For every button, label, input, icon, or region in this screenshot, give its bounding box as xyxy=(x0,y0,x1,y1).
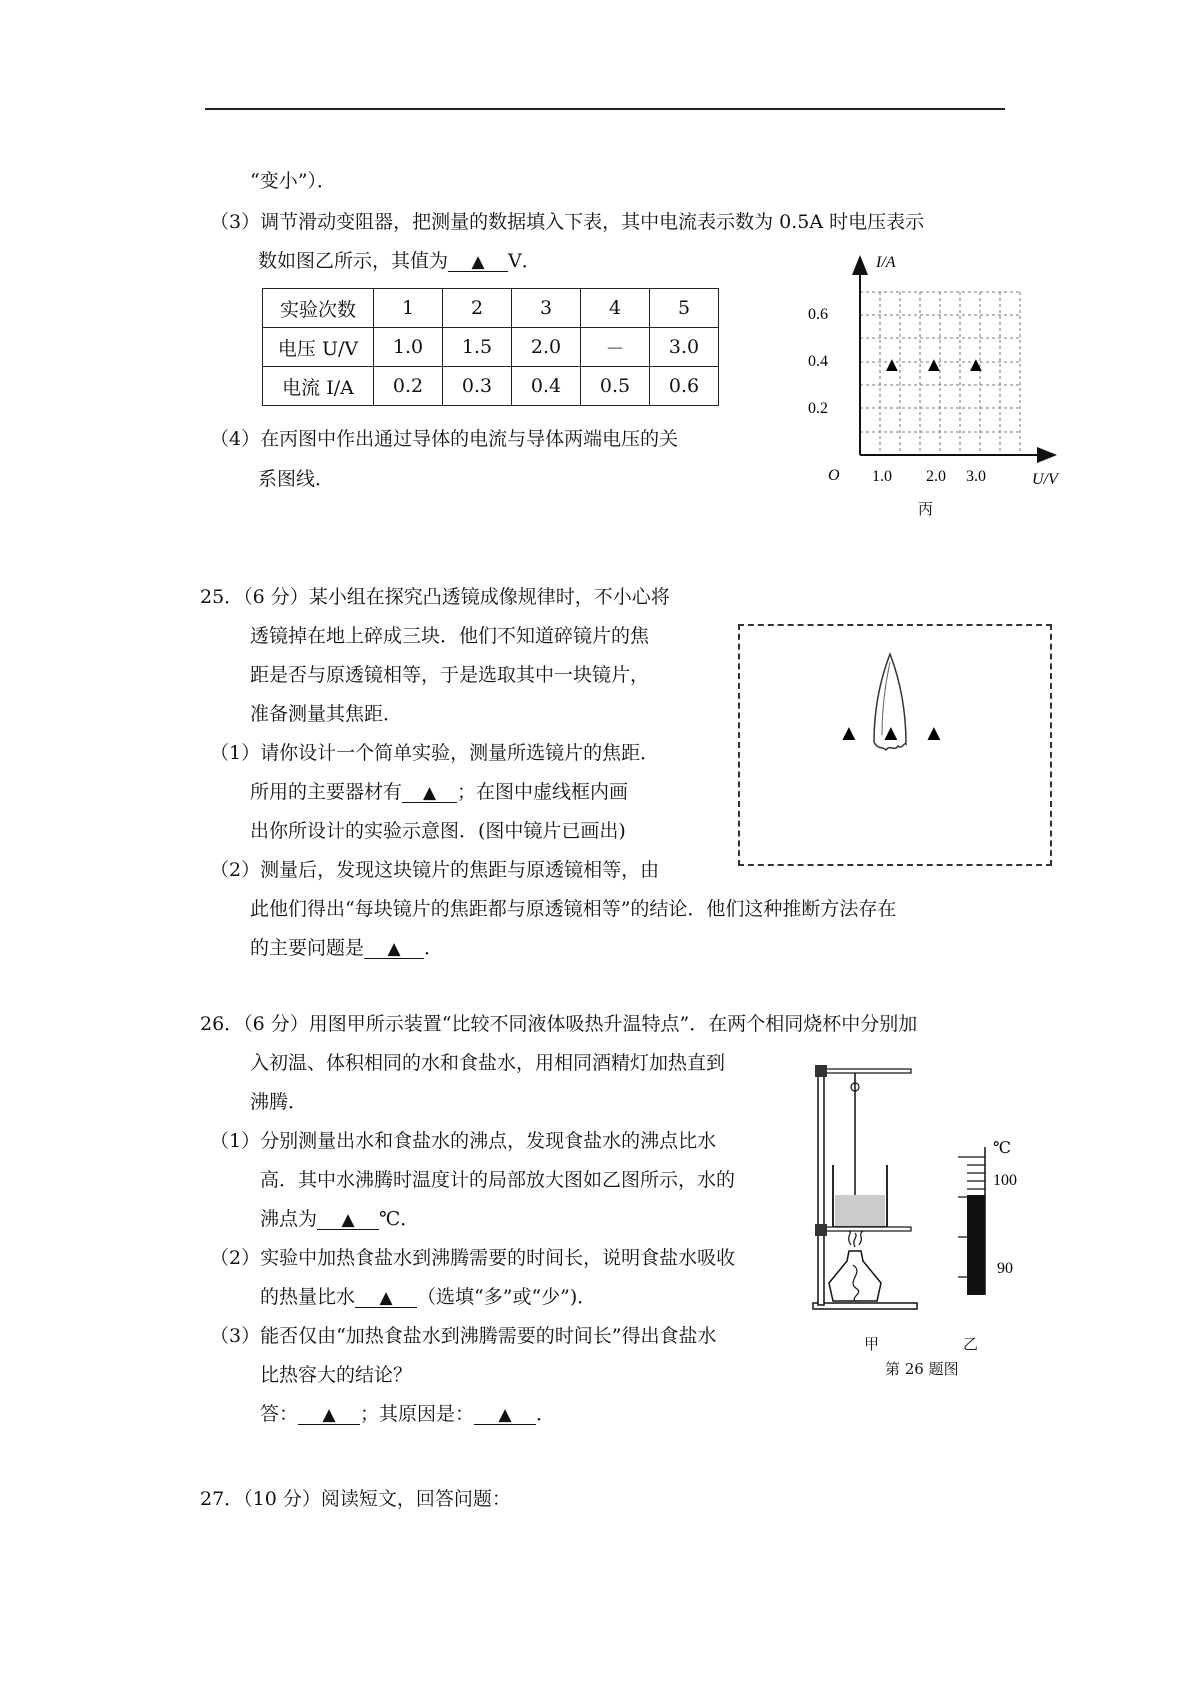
q26-part3-line2: 比热容大的结论？ xyxy=(260,1364,413,1386)
thermometer-closeup-yi xyxy=(955,1135,1045,1310)
x-tick-label: 2.0 xyxy=(926,468,946,485)
table-header-cell: 2 xyxy=(443,289,512,328)
q26-reason-label: ；其原因是： xyxy=(360,1403,475,1425)
y-tick-label: 0.6 xyxy=(808,306,828,323)
q25-part2-text: 的主要问题是 xyxy=(250,937,365,959)
table-cell: 2.0 xyxy=(512,328,581,367)
graph-triangle-icon: ▲ xyxy=(966,354,986,376)
table-cell: 0.4 xyxy=(512,367,581,406)
q26-part1-line3 xyxy=(260,1210,419,1230)
graph-caption: 丙 xyxy=(918,502,934,518)
q26-part2-line1: （2）实验中加热食盐水到沸腾需要的时间长，说明食盐水吸收 xyxy=(210,1247,736,1269)
flame-icon xyxy=(849,1231,863,1247)
table-cell: 0.6 xyxy=(650,367,719,406)
x-tick-label: 1.0 xyxy=(872,468,892,485)
table-header-cell: 5 xyxy=(650,289,719,328)
q26-part2-text-post: （选填“多”或“少”)． xyxy=(417,1286,597,1308)
blank-triangle-icon: ▲ xyxy=(387,939,401,959)
table-header-cell: 3 xyxy=(512,289,581,328)
origin-label: O xyxy=(828,467,840,484)
q24-part4-line2: 系图线． xyxy=(258,468,335,490)
thermo-label-90: 90 xyxy=(997,1260,1013,1277)
q26-part1-line1: （1）分别测量出水和食盐水的沸点，发现食盐水的沸点比水 xyxy=(210,1130,717,1152)
x-tick-label: 3.0 xyxy=(966,468,986,485)
blank-triangle-icon: ▲ xyxy=(341,1210,355,1230)
q25-part1-text: 所用的主要器材有 xyxy=(250,781,403,803)
drawing-triangle-icon: ▲ xyxy=(838,720,860,745)
q26-line1: 26．（6 分）用图甲所示装置“比较不同液体吸热升温特点”．在两个相同烧杯中分别加 xyxy=(200,1013,918,1035)
table-header-cell: 4 xyxy=(581,289,650,328)
q26-answer-label: 答： xyxy=(260,1403,299,1425)
table-cell: 0.3 xyxy=(443,367,512,406)
beaker-liquid xyxy=(835,1195,885,1226)
graph-triangle-icon: ▲ xyxy=(882,354,902,376)
table-row xyxy=(263,328,719,367)
q26-part1-text: 沸点为 xyxy=(260,1208,318,1230)
stand-base xyxy=(813,1303,917,1309)
q24-part3-text: 数如图乙所示，其值为 xyxy=(258,250,449,272)
apparatus-figure-jia xyxy=(805,1055,925,1315)
q24-part3-unit: V． xyxy=(508,250,541,272)
upper-clamp xyxy=(815,1065,827,1077)
q24-part3-line2 xyxy=(258,252,541,272)
q26-answer-end: ． xyxy=(536,1403,556,1425)
q26-part2-text: 的热量比水 xyxy=(260,1286,356,1308)
q25-part1-line2 xyxy=(250,783,628,803)
q25-part2-text-post: ． xyxy=(424,937,444,959)
table-header-cell: 实验次数 xyxy=(263,289,374,328)
x-axis-label: U/V xyxy=(1032,471,1058,488)
upper-clamp-arm xyxy=(821,1069,911,1073)
q24-part3-line1: （3）调节滑动变阻器，把测量的数据填入下表，其中电流表示数为 0.5A 时电压表示 xyxy=(210,211,925,233)
blank-triangle-icon: ▲ xyxy=(422,783,437,803)
q26-part1-unit: ℃． xyxy=(379,1208,420,1230)
q25-line1: 25．（6 分）某小组在探究凸透镜成像规律时，不小心将 xyxy=(200,586,670,608)
table-cell: 0.2 xyxy=(374,367,443,406)
fig-label-yi: 乙 xyxy=(963,1335,979,1353)
lower-clamp xyxy=(815,1224,827,1236)
table-header-row xyxy=(263,289,719,328)
q24-continuation: “变小”）． xyxy=(250,170,336,192)
q25-part1-line1: （1）请你设计一个简单实验，测量所选镜片的焦距． xyxy=(210,742,660,764)
table-cell: 3.0 xyxy=(650,328,719,367)
mercury-column xyxy=(967,1195,985,1295)
q26-part1-line2: 高．其中水沸腾时温度计的局部放大图如乙图所示，水的 xyxy=(260,1169,736,1191)
q26-reason-blank[interactable] xyxy=(474,1405,536,1425)
blank-triangle-icon: ▲ xyxy=(379,1288,393,1308)
graph-triangle-icon: ▲ xyxy=(924,354,944,376)
thermo-unit: ℃ xyxy=(993,1140,1011,1157)
q25-line2: 透镜掉在地上碎成三块．他们不知道碎镜片的焦 xyxy=(250,625,650,647)
thermo-label-100: 100 xyxy=(993,1172,1017,1189)
q26-part3-answer xyxy=(260,1405,555,1425)
blank-triangle-icon: ▲ xyxy=(498,1405,512,1425)
q24-voltage-blank[interactable] xyxy=(448,252,508,272)
q27-line1: 27．（10 分）阅读短文，回答问题： xyxy=(200,1488,511,1510)
header-rule xyxy=(205,108,1005,110)
q26-heat-blank[interactable] xyxy=(355,1288,417,1308)
y-axis-label: I/A xyxy=(876,254,896,271)
table-cell: 1.0 xyxy=(374,328,443,367)
y-tick-label: 0.2 xyxy=(808,400,828,417)
q25-part1-line3: 出你所设计的实验示意图．(图中镜片已画出) xyxy=(250,820,626,842)
q25-line3: 距是否与原透镜相等，于是选取其中一块镜片， xyxy=(250,664,650,686)
q25-part2-line3 xyxy=(250,939,443,959)
stand-rod xyxy=(818,1067,824,1305)
table-row xyxy=(263,367,719,406)
q26-line2: 入初温、体积相同的水和食盐水，用相同酒精灯加热直到 xyxy=(250,1052,726,1074)
q26-line3: 沸腾． xyxy=(250,1091,308,1113)
lower-ring-arm xyxy=(821,1227,911,1231)
table-cell: 电压 U/V xyxy=(263,328,374,367)
candle-figure xyxy=(830,650,970,770)
fig-label-jia: 甲 xyxy=(864,1335,880,1353)
blank-triangle-icon: ▲ xyxy=(322,1405,336,1425)
drawing-triangle-icon: ▲ xyxy=(923,720,945,745)
q25-part2-line1: （2）测量后，发现这块镜片的焦距与原透镜相等，由 xyxy=(210,859,660,881)
q25-part1-text-post: ；在图中虚线框内画 xyxy=(457,781,629,803)
q25-line4: 准备测量其焦距． xyxy=(250,703,403,725)
drawing-triangle-icon: ▲ xyxy=(880,720,902,745)
table-cell: 电流 I/A xyxy=(263,367,374,406)
q25-problem-blank[interactable] xyxy=(364,939,424,959)
q26-answer-blank[interactable] xyxy=(298,1405,360,1425)
table-header-cell: 1 xyxy=(374,289,443,328)
q26-boiling-point-blank[interactable] xyxy=(317,1210,379,1230)
q25-part2-line2: 此他们得出“每块镜片的焦距都与原透镜相等”的结论．他们这种推断方法存在 xyxy=(250,898,897,920)
table-cell: － xyxy=(581,328,650,367)
q24-part4-line1: （4）在丙图中作出通过导体的电流与导体两端电压的关 xyxy=(210,428,679,450)
y-tick-label: 0.4 xyxy=(808,353,828,370)
q26-part2-line2 xyxy=(260,1288,596,1308)
q26-part3-line1: （3）能否仅由“加热食盐水到沸腾需要的时间长”得出食盐水 xyxy=(210,1325,717,1347)
table-cell: 0.5 xyxy=(581,367,650,406)
graph-bing xyxy=(800,252,1070,522)
blank-triangle-icon: ▲ xyxy=(471,252,485,272)
q25-equipment-blank[interactable] xyxy=(402,783,457,803)
fig-26-caption: 第 26 题图 xyxy=(885,1360,959,1378)
measurement-table xyxy=(262,288,719,406)
table-cell: 1.5 xyxy=(443,328,512,367)
